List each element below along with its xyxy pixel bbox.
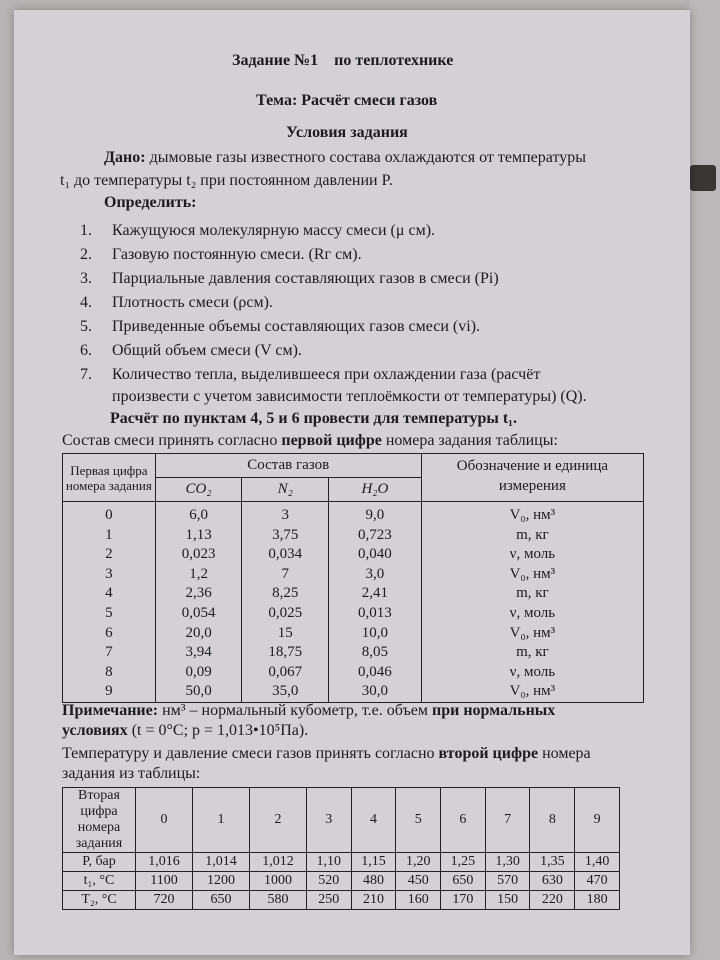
unit-value: m, кг — [516, 585, 549, 602]
table-row — [63, 853, 620, 872]
second-digit-cell: 8 — [530, 788, 575, 853]
co2-header: CO₂ — [155, 478, 242, 502]
table-cell: 170 — [441, 891, 486, 910]
table-cell: 1100 — [136, 872, 193, 891]
calc-note: Расчёт по пунктам 4, 5 и 6 провести для температуры t₁. — [110, 410, 517, 427]
n2-header: N₂ — [242, 478, 329, 502]
topic-title: Тема: Расчёт смеси газов — [256, 92, 438, 109]
table-cell: 520 — [306, 872, 351, 891]
n2-value: 7 — [281, 565, 289, 582]
co2-value: 0,023 — [181, 546, 216, 563]
first-digit-cell: 4 — [105, 585, 113, 602]
table-cell: 1,35 — [530, 853, 575, 872]
co2-value: 6,0 — [189, 507, 208, 523]
determine-item-number: 3. — [80, 270, 92, 287]
table2-intro-1: Температуру и давление смеси газов принять согласно второй цифре номера — [62, 745, 591, 762]
first-digit-cell: 8 — [105, 663, 113, 680]
row-label: P, бар — [63, 853, 136, 872]
second-digit-cell: 1 — [192, 788, 249, 853]
background-wall — [690, 0, 720, 960]
determine-item-number: 6. — [80, 342, 92, 359]
determine-item-text: Плотность смеси (ρсм). — [112, 294, 273, 311]
h2o-value: 0,040 — [358, 546, 392, 563]
determine-item-text: Общий объем смеси (V см). — [112, 342, 302, 359]
determine-item — [80, 222, 435, 240]
given-line-2: t₁ до температуры t₂ при постоянном давлении P. — [60, 172, 393, 189]
task-title: Задание №1 по теплотехнике — [232, 52, 454, 69]
table-cell: 720 — [136, 891, 193, 910]
table-cell: 210 — [351, 891, 396, 910]
h2o-value: 2,41 — [361, 585, 389, 602]
co2-value: 20,0 — [185, 624, 212, 641]
n2-value: 15 — [277, 624, 293, 641]
row-label: t₁, °C — [63, 872, 136, 891]
second-digit-cell: 4 — [351, 788, 396, 853]
h2o-header: H₂O — [329, 478, 422, 502]
table-cell: 1,014 — [192, 853, 249, 872]
temperature-pressure-table — [62, 787, 620, 910]
first-digit-cell: 0 — [105, 507, 113, 523]
co2-value: 50,0 — [185, 683, 212, 700]
n2-value: 3,75 — [272, 526, 299, 543]
digits-column — [63, 502, 156, 703]
unit-header: Обозначение и единица измерения — [421, 454, 643, 502]
table-cell: 250 — [306, 891, 351, 910]
n2-value: 0,034 — [268, 546, 303, 563]
n2-value: 18,75 — [268, 644, 303, 661]
determine-item — [80, 294, 273, 312]
n2-value: 3 — [281, 507, 289, 523]
gas-composition-header: Состав газов — [155, 454, 421, 478]
co2-column — [155, 502, 242, 703]
first-digit-cell: 5 — [105, 604, 113, 621]
determine-item — [80, 366, 540, 384]
table-cell: 1200 — [192, 872, 249, 891]
determine-label: Определить: — [104, 194, 197, 211]
second-digit-header: Вторая цифра номера задания — [63, 788, 136, 853]
h2o-value: 8,05 — [361, 644, 389, 661]
conditions-title: Условия задания — [286, 124, 408, 141]
determine-item — [80, 318, 480, 336]
first-digit-cell: 3 — [105, 565, 113, 582]
determine-item-text: Парциальные давления составляющих газов в смеси (Pi) — [112, 270, 499, 287]
note-line-2: условиях (t = 0°C; p = 1,013•10⁵Па). — [62, 722, 309, 739]
co2-value: 1,2 — [189, 565, 208, 582]
table-cell: 1,016 — [136, 853, 193, 872]
table-cell: 180 — [575, 891, 620, 910]
co2-value: 1,13 — [185, 526, 212, 543]
table-cell: 160 — [396, 891, 441, 910]
determine-item — [80, 342, 302, 360]
table-cell: 1,15 — [351, 853, 396, 872]
table1-intro: Состав смеси принять согласно первой цифре номера задания таблицы: — [62, 432, 558, 449]
determine-item — [80, 270, 499, 288]
table-cell: 570 — [485, 872, 530, 891]
second-digit-cell: 3 — [306, 788, 351, 853]
second-digit-cell: 0 — [136, 788, 193, 853]
table-cell: 150 — [485, 891, 530, 910]
table2-intro-2: задания из таблицы: — [62, 765, 201, 782]
co2-value: 3,94 — [185, 644, 212, 661]
unit-value: V₀, нм³ — [509, 565, 556, 582]
h2o-value: 0,013 — [358, 604, 392, 621]
first-digit-cell: 9 — [105, 683, 113, 700]
n2-value: 0,067 — [268, 663, 303, 680]
composition-table — [62, 453, 644, 703]
n2-value: 35,0 — [272, 683, 299, 700]
first-digit-cell: 6 — [105, 624, 113, 641]
determine-item-number: 1. — [80, 222, 92, 239]
determine-item-number: 2. — [80, 246, 92, 263]
table-row — [63, 872, 620, 891]
binder-clip — [690, 165, 716, 191]
co2-value: 0,054 — [181, 604, 216, 621]
table-cell: 220 — [530, 891, 575, 910]
co2-value: 2,36 — [185, 585, 212, 602]
table-cell: 450 — [396, 872, 441, 891]
h2o-value: 9,0 — [365, 507, 385, 523]
n2-value: 8,25 — [272, 585, 299, 602]
table-cell: 1,012 — [249, 853, 306, 872]
note-line-1: Примечание: нм³ – нормальный кубометр, т.е. объем при нормальных — [62, 702, 556, 719]
determine-item — [80, 246, 362, 264]
table-cell: 1,40 — [575, 853, 620, 872]
first-digit-header: Первая цифра номера задания — [63, 454, 156, 502]
n2-column — [242, 502, 329, 703]
first-digit-cell: 7 — [105, 644, 113, 661]
item7-continuation: произвести с учетом зависимости теплоёмкости от температуры) (Q). — [112, 388, 587, 405]
h2o-value: 0,046 — [358, 663, 392, 680]
determine-item-text: Приведенные объемы составляющих газов смеси (vi). — [112, 318, 481, 335]
row-label: T₂, °C — [63, 891, 136, 910]
table-cell: 480 — [351, 872, 396, 891]
unit-value: V₀, нм³ — [509, 624, 556, 641]
determine-item-text: Кажущуюся молекулярную массу смеси (μ см). — [112, 222, 436, 239]
first-digit-cell: 1 — [105, 526, 113, 543]
table-cell: 630 — [530, 872, 575, 891]
given-line-1: Дано: дымовые газы известного состава охлаждаются от температуры — [104, 149, 586, 166]
table-cell: 580 — [249, 891, 306, 910]
determine-item-text: Газовую постоянную смеси. (Rг см). — [112, 246, 362, 263]
table-cell: 470 — [575, 872, 620, 891]
table-cell: 1,10 — [306, 853, 351, 872]
unit-value: ν, моль — [509, 546, 556, 563]
first-digit-cell: 2 — [105, 546, 113, 563]
unit-value: m, кг — [516, 644, 549, 661]
determine-item-text: Количество тепла, выделившееся при охлаждении газа (расчёт — [112, 366, 541, 383]
h2o-value: 3,0 — [365, 565, 385, 582]
h2o-value: 0,723 — [358, 526, 392, 543]
unit-value: V₀, нм³ — [509, 507, 556, 523]
h2o-value: 10,0 — [361, 624, 389, 641]
h2o-column — [329, 502, 422, 703]
second-digit-cell: 5 — [396, 788, 441, 853]
table-cell: 1,30 — [485, 853, 530, 872]
unit-value: ν, моль — [509, 604, 556, 621]
unit-value: m, кг — [516, 526, 549, 543]
determine-item-number: 5. — [80, 318, 92, 335]
unit-value: ν, моль — [509, 663, 556, 680]
table-cell: 1,20 — [396, 853, 441, 872]
second-digit-cell: 7 — [485, 788, 530, 853]
table-cell: 650 — [192, 891, 249, 910]
h2o-value: 30,0 — [361, 683, 389, 700]
co2-value: 0,09 — [185, 663, 212, 680]
n2-value: 0,025 — [268, 604, 303, 621]
second-digit-cell: 6 — [441, 788, 486, 853]
table-cell: 1,25 — [441, 853, 486, 872]
determine-item-number: 7. — [80, 366, 92, 383]
second-digit-cell: 2 — [249, 788, 306, 853]
units-column — [421, 502, 643, 703]
determine-item-number: 4. — [80, 294, 92, 311]
unit-value: V₀, нм³ — [509, 683, 556, 700]
table-row — [63, 891, 620, 910]
table-cell: 1000 — [249, 872, 306, 891]
table-cell: 650 — [441, 872, 486, 891]
second-digit-cell: 9 — [575, 788, 620, 853]
